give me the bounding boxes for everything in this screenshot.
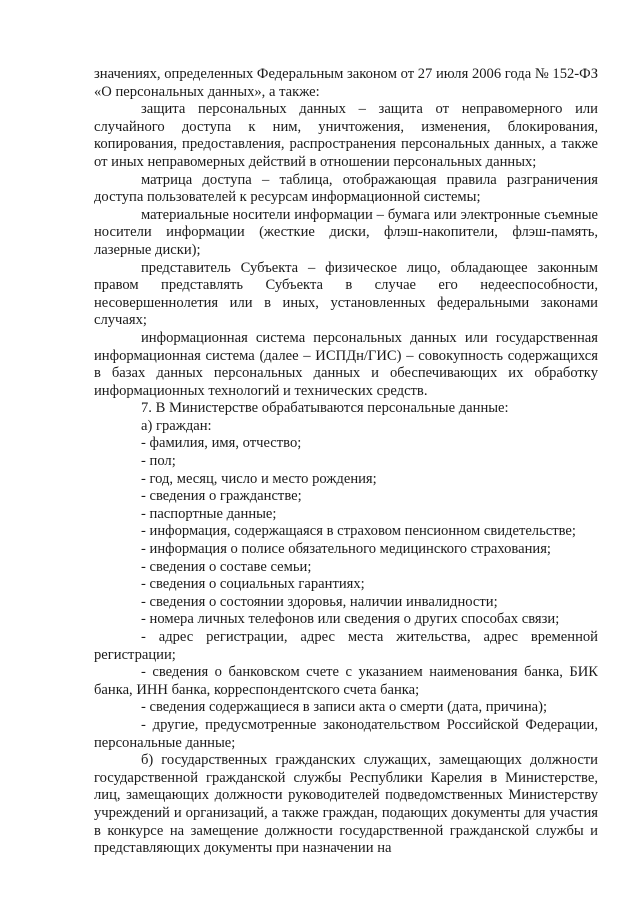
list-heading-civil-servants: б) государственных гражданских служащих, замещающих должности государственной гражданской службы Республики Карелия в Министерстве, лиц, замещающих должности руководителей подведомственных Министерству учреждений и организаций, а также граждан, подающих документы для участия в конкурсе на замещение должности государственной гражданской службы и представляющих документы при назначении на (94, 752, 598, 857)
paragraph-information-system-definition: информационная система персональных данных или государственная информационная система (далее – ИСПДн/ГИС) – совокупность содержащихся в базах данных персональных данных и обеспечивающих их обработку информационных технологий и технических средств. (94, 329, 598, 399)
list-item: - сведения о социальных гарантиях; (141, 576, 365, 593)
list-heading-citizens: а) граждан: (141, 417, 212, 434)
list-item: - информация о полисе обязательного медицинского страхования; (141, 541, 551, 558)
paragraph-media-definition: материальные носители информации – бумага или электронные съемные носители информации (жесткие диски, флэш-накопители, флэш-память, лазерные диски); (94, 206, 598, 258)
list-item: - номера личных телефонов или сведения о других способах связи; (141, 611, 560, 628)
list-item: - паспортные данные; (141, 505, 277, 522)
list-item: - адрес регистрации, адрес места жительства, адрес временной регистрации; (94, 629, 598, 663)
list-item: - сведения о банковском счете с указанием наименования банка, БИК банка, ИНН банка, корреспондентского счета банка; (94, 664, 598, 698)
list-item: - год, месяц, число и место рождения; (141, 470, 377, 487)
paragraph-item-7: 7. В Министерстве обрабатываются персональные данные: (141, 400, 509, 417)
list-item: - пол; (141, 453, 176, 470)
list-item: - сведения содержащиеся в записи акта о смерти (дата, причина); (141, 699, 548, 716)
list-item: - фамилия, имя, отчество; (141, 435, 302, 452)
list-item: - другие, предусмотренные законодательством Российской Федерации, персональные данные; (94, 716, 598, 751)
list-item: - сведения о гражданстве; (141, 488, 302, 505)
document-page (94, 66, 598, 858)
paragraph-continuation: значениях, определенных Федеральным законом от 27 июля 2006 года № 152-ФЗ «О персональных данных», а также: (94, 66, 599, 100)
list-item: - информация, содержащаяся в страховом пенсионном свидетельстве; (141, 523, 576, 540)
list-item: - сведения о состоянии здоровья, наличии инвалидности; (141, 593, 498, 610)
paragraph-protection-definition: защита персональных данных – защита от неправомерного или случайного доступа к ним, уничтожения, изменения, блокирования, копирования, предоставления, распространения персональных данных, а также от иных неправомерных действий в отношении персональных данных; (94, 101, 598, 170)
list-item: - сведения о составе семьи; (141, 558, 312, 575)
paragraph-access-matrix-definition: матрица доступа – таблица, отображающая правила разграничения доступа пользователей к ресурсам информационной системы; (94, 171, 598, 206)
paragraph-representative-definition: представитель Субъекта – физическое лицо, обладающее законным правом представлять Субъекта в случае его недееспособности, несовершеннолетия или в иных, установленных федеральными законами случаях; (94, 259, 598, 329)
